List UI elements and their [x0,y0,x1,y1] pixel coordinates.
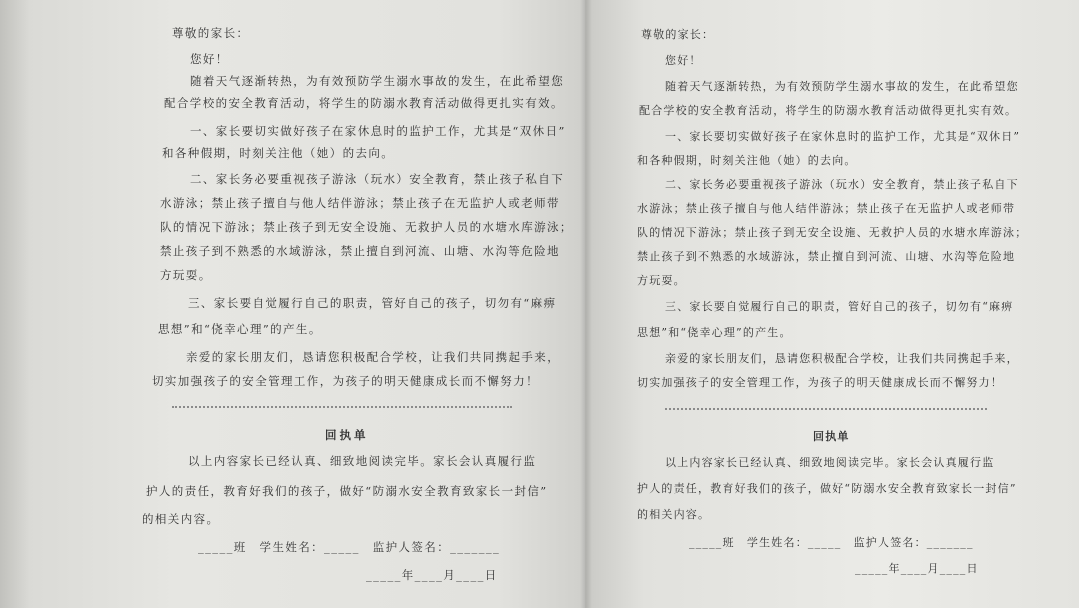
intro-line-2: 配合学校的安全教育活动，将学生的防溺水教育活动做得更扎实有效。 [164,96,564,110]
receipt-line-2: 护人的责任，教育好我们的孩子，做好“防溺水安全教育致家长一封信” [637,482,1017,495]
closing-line-2: 切实加强孩子的安全管理工作，为孩子的明天健康成长而不懈努力！ [637,376,1003,389]
item2-line-1: 二、家长务必要重视孩子游泳（玩水）安全教育，禁止孩子私自下 [190,172,565,186]
date-line: _____年____月____日 [855,562,979,575]
item2-line-5: 方玩耍。 [160,268,212,282]
item2-line-2: 水游泳；禁止孩子擅自与他人结伴游泳；禁止孩子在无监护人或老师带 [160,196,560,210]
page-shadow [0,0,30,608]
item2-line-2: 水游泳；禁止孩子擅自与他人结伴游泳；禁止孩子在无监护人或老师带 [637,202,1016,215]
tear-line [665,408,987,410]
receipt-line-1: 以上内容家长已经认真、细致地阅读完毕。家长会认真履行监 [665,456,995,469]
salutation: 尊敬的家长： [172,26,250,40]
closing-line-2: 切实加强孩子的安全管理工作，为孩子的明天健康成长而不懈努力！ [152,374,539,388]
item2-line-3: 队的情况下游泳；禁止孩子到无安全设施、无救护人员的水塘水库游泳； [637,226,1028,239]
closing-line-1: 亲爱的家长朋友们，恳请您积极配合学校，让我们共同携起手来， [186,350,561,364]
receipt-line-3: 的相关内容。 [142,512,220,526]
item3-line-2: 思想”和“侥幸心理”的产生。 [158,322,322,336]
closing-line-1: 亲爱的家长朋友们，恳请您积极配合学校，让我们共同携起手来， [665,352,1019,365]
intro-line-2: 配合学校的安全教育活动，将学生的防溺水教育活动做得更扎实有效。 [639,104,1018,117]
item1-line-1: 一、家长要切实做好孩子在家休息时的监护工作，尤其是“双休日” [665,130,1021,143]
item3-line-2: 思想”和“侥幸心理”的产生。 [637,326,792,339]
receipt-title: 回执单 [325,428,369,442]
greeting: 您好！ [190,52,229,66]
item1-line-2: 和各种假期，时刻关注他（她）的去向。 [162,146,395,160]
item2-line-4: 禁止孩子到不熟悉的水域游泳，禁止擅自到河流、山塘、水沟等危险地 [160,244,560,258]
item1-line-2: 和各种假期，时刻关注他（她）的去向。 [637,154,857,167]
receipt-title: 回执单 [813,430,850,443]
receipt-line-3: 的相关内容。 [637,508,711,521]
signature-line: _____班 学生姓名：_____ 监护人签名：_______ [198,540,501,554]
item2-line-5: 方玩耍。 [637,274,686,287]
right-page [585,0,1079,608]
greeting: 您好！ [665,54,702,67]
item2-line-1: 二、家长务必要重视孩子游泳（玩水）安全教育，禁止孩子私自下 [665,178,1019,191]
page-fold [580,0,592,608]
intro-line-1: 随着天气逐渐转热，为有效预防学生溺水事故的发生，在此希望您 [665,80,1019,93]
item1-line-1: 一、家长要切实做好孩子在家休息时的监护工作，尤其是“双休日” [190,124,566,138]
tear-line [172,406,512,408]
intro-line-1: 随着天气逐渐转热，为有效预防学生溺水事故的发生，在此希望您 [190,74,565,88]
signature-line: _____班 学生姓名：_____ 监护人签名：_______ [689,536,974,549]
item3-line-1: 三、家长要自觉履行自己的职责，管好自己的孩子，切勿有“麻痹 [665,300,1014,313]
item2-line-3: 队的情况下游泳；禁止孩子到无安全设施、无救护人员的水塘水库游泳； [160,220,573,234]
receipt-line-1: 以上内容家长已经认真、细致地阅读完毕。家长会认真履行监 [188,454,537,468]
item2-line-4: 禁止孩子到不熟悉的水域游泳，禁止擅自到河流、山塘、水沟等危险地 [637,250,1016,263]
item3-line-1: 三、家长要自觉履行自己的职责，管好自己的孩子，切勿有“麻痹 [188,296,557,310]
salutation: 尊敬的家长： [641,28,715,41]
receipt-line-2: 护人的责任，教育好我们的孩子，做好“防溺水安全教育致家长一封信” [146,484,548,498]
date-line: _____年____月____日 [366,568,498,582]
